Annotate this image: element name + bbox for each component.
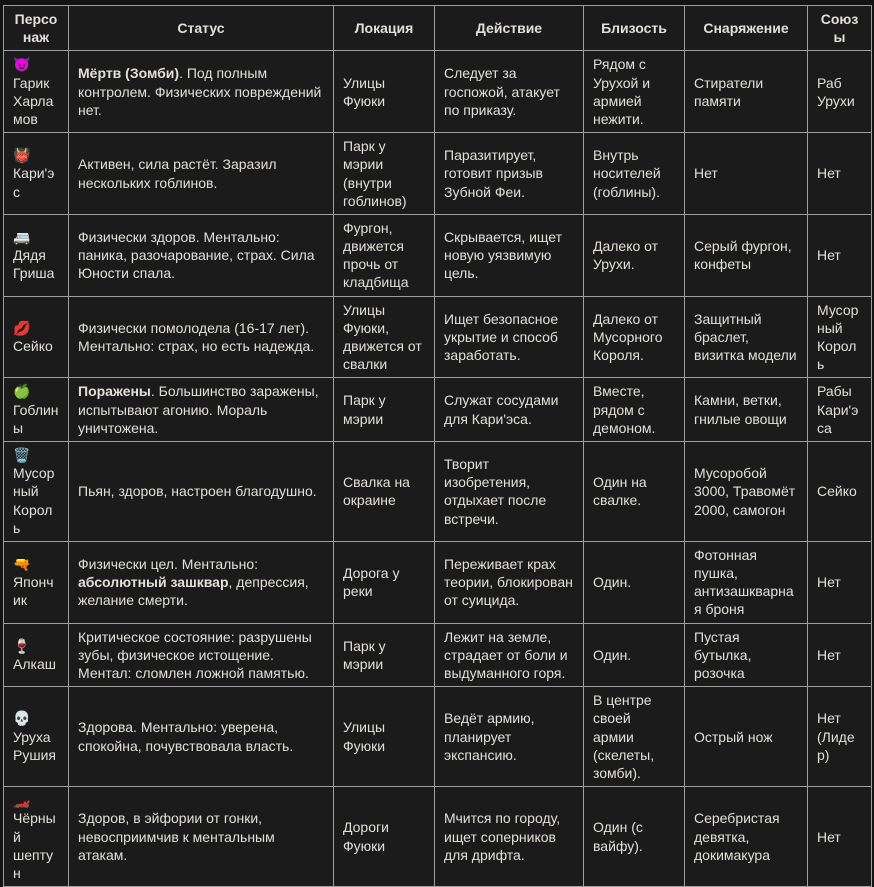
character-name: Алкаш (13, 655, 56, 672)
status-bold-text: Поражены (78, 383, 151, 400)
character-status-table (3, 5, 872, 887)
cell-alliances: Нет (808, 133, 872, 215)
cell-location: Дороги Фуюки (334, 787, 435, 887)
cell-proximity: Далеко от Мусорного Короля. (584, 296, 685, 378)
cell-character (4, 623, 69, 687)
status-text: Физически цел. Ментально: (78, 555, 258, 572)
cell-location: Фургон, движется прочь от кладбища (334, 214, 435, 296)
cell-status (69, 133, 334, 215)
table-row (4, 787, 872, 887)
cell-location: Парк у мэрии (334, 378, 435, 442)
cell-equipment: Острый нож (685, 687, 808, 787)
character-name: Дядя Гриша (13, 247, 55, 282)
cell-proximity: Внутрь носителей (гоблины). (584, 133, 685, 215)
cell-location: Улицы Фуюки (334, 51, 435, 133)
column-header-location: Локация (334, 6, 435, 51)
character-name: Гоблины (13, 401, 59, 436)
table-row (4, 133, 872, 215)
cell-action: Ищет безопасное укрытие и способ заработать. (435, 296, 584, 378)
cell-character (4, 51, 69, 133)
header-row (4, 6, 872, 51)
cell-status (69, 441, 334, 541)
table-row (4, 541, 872, 623)
cell-equipment: Серый фургон, конфеты (685, 214, 808, 296)
column-header-alliances: Союзы (808, 6, 872, 51)
cell-proximity: Вместе, рядом с демоном. (584, 378, 685, 442)
status-bold-text: абсолютный зашквар (78, 574, 229, 591)
column-header-proximity: Близость (584, 6, 685, 51)
water-pistol-icon: 🔫 (13, 555, 31, 572)
cell-status (69, 541, 334, 623)
character-name: Уруха Рушия (13, 728, 56, 763)
cell-alliances: Нет (808, 787, 872, 887)
green-apple-icon: 🍏 (13, 383, 31, 400)
cell-action: Мчится по городу, ищет соперников для дрифта. (435, 787, 584, 887)
cell-alliances: Нет (808, 214, 872, 296)
column-header-action: Действие (435, 6, 584, 51)
cell-equipment: Камни, ветки, гнилые овощи (685, 378, 808, 442)
status-text: Физически помолодела (16-17 лет). Ментально: страх, но есть надежда. (78, 319, 315, 354)
cell-action: Скрывается, ищет новую уязвимую цель. (435, 214, 584, 296)
cell-proximity: Рядом с Урухой и армией нежити. (584, 51, 685, 133)
cell-character (4, 441, 69, 541)
status-text: Физически здоров. Ментально: паника, разочарование, страх. Сила Юности спала. (78, 228, 315, 282)
cell-character (4, 787, 69, 887)
cell-action: Лежит на земле, страдает от боли и выдуманного горя. (435, 623, 584, 687)
cell-location: Парк у мэрии (внутри гоблинов) (334, 133, 435, 215)
character-name: Чёрный шептун (13, 810, 56, 881)
status-text: Активен, сила растёт. Заразил нескольких гоблинов. (78, 156, 277, 191)
cell-equipment: Мусоробой 3000, Травомёт 2000, самогон (685, 441, 808, 541)
cell-alliances: Нет (808, 541, 872, 623)
ogre-icon: 👹 (13, 147, 31, 164)
wastebasket-icon: 🗑️ (13, 446, 31, 463)
column-header-character: Персонаж (4, 6, 69, 51)
cell-character (4, 541, 69, 623)
character-name: Гарик Харламов (13, 74, 54, 127)
cell-location: Парк у мэрии (334, 623, 435, 687)
cell-status (69, 787, 334, 887)
cell-equipment: Фотонная пушка, антизашкварная броня (685, 541, 808, 623)
table-row (4, 441, 872, 541)
racing-car-icon: 🏎️ (13, 792, 31, 809)
cell-status (69, 623, 334, 687)
column-header-equipment: Снаряжение (685, 6, 808, 51)
cell-proximity: Один на свалке. (584, 441, 685, 541)
character-name: Япончик (13, 574, 54, 609)
cell-alliances: Мусорный Король (808, 296, 872, 378)
cell-action: Следует за госпожой, атакует по приказу. (435, 51, 584, 133)
table-row (4, 687, 872, 787)
table-row (4, 51, 872, 133)
cell-alliances: Рабы Кари'эса (808, 378, 872, 442)
cell-location: Свалка на окраине (334, 441, 435, 541)
status-text: Здоров, в эйфории от гонки, невосприимчив к ментальным атакам. (78, 810, 275, 863)
status-text: Критическое состояние: разрушены зубы, физическое истощение. Ментал: сломлен ложной памятью. (78, 628, 312, 681)
cell-equipment: Пустая бутылка, розочка (685, 623, 808, 687)
cell-alliances: Раб Урухи (808, 51, 872, 133)
status-text: . Под полным контролем. Физических повреждений нет. (78, 65, 322, 118)
table-row (4, 623, 872, 687)
cell-location: Улицы Фуюки, движется от свалки (334, 296, 435, 378)
cell-character (4, 296, 69, 378)
cell-action: Переживает крах теории, блокирован от суицида. (435, 541, 584, 623)
cell-proximity: В центре своей армии (скелеты, зомби). (584, 687, 685, 787)
cell-character (4, 378, 69, 442)
cell-action: Служат сосудами для Кари'эса. (435, 378, 584, 442)
status-text: . Большинство заражены, испытывают агонию. Мораль уничтожена. (78, 383, 319, 436)
status-text: Пьян, здоров, настроен благодушно. (78, 483, 317, 500)
cell-alliances: Сейко (808, 441, 872, 541)
cell-action: Паразитирует, готовит призыв Зубной Феи. (435, 133, 584, 215)
cell-status (69, 214, 334, 296)
cell-character (4, 687, 69, 787)
table-row (4, 378, 872, 442)
status-bold-text: Мёртв (Зомби) (78, 65, 180, 82)
cell-status (69, 378, 334, 442)
devil-face-icon: 👿 (13, 56, 31, 73)
status-text: Здорова. Ментально: уверена, спокойна, почувствовала власть. (78, 719, 294, 754)
cell-alliances: Нет (Лидер) (808, 687, 872, 787)
character-name: Кари'эс (13, 165, 55, 200)
table-row (4, 296, 872, 378)
cell-status (69, 687, 334, 787)
cell-equipment: Серебристая девятка, докимакура (685, 787, 808, 887)
character-name: Сейко (13, 338, 53, 354)
cell-proximity: Один. (584, 623, 685, 687)
cell-alliances: Нет (808, 623, 872, 687)
cell-action: Ведёт армию, планирует экспансию. (435, 687, 584, 787)
cell-character (4, 133, 69, 215)
cell-status (69, 51, 334, 133)
table-row (4, 214, 872, 296)
cell-proximity: Один (с вайфу). (584, 787, 685, 887)
cell-status (69, 296, 334, 378)
status-text: , депрессия, желание смерти. (78, 574, 309, 609)
cell-equipment: Нет (685, 133, 808, 215)
kiss-mark-icon: 💋 (13, 319, 31, 336)
cell-location: Улицы Фуюки (334, 687, 435, 787)
wine-glass-icon: 🍷 (13, 637, 31, 654)
cell-action: Творит изобретения, отдыхает после встречи. (435, 441, 584, 541)
cell-equipment: Защитный браслет, визитка модели (685, 296, 808, 378)
cell-character (4, 214, 69, 296)
cell-equipment: Стиратели памяти (685, 51, 808, 133)
character-name: Мусорный Король (13, 465, 55, 536)
skull-icon: 💀 (13, 710, 31, 727)
cell-proximity: Далеко от Урухи. (584, 214, 685, 296)
column-header-status: Статус (69, 6, 334, 51)
cell-location: Дорога у реки (334, 541, 435, 623)
minibus-icon: 🚐 (13, 228, 31, 245)
table-body (4, 51, 872, 887)
cell-proximity: Один. (584, 541, 685, 623)
